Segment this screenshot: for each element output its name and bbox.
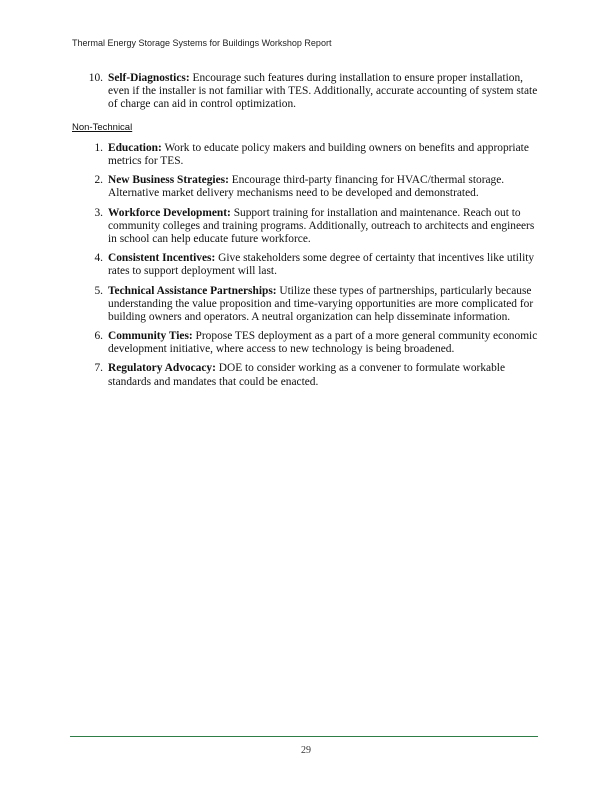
- item-text: DOE to consider working as a convener to formulate workable standards and mandates that could be enacted.: [108, 362, 505, 388]
- item-term: Education:: [108, 142, 162, 154]
- item-term: Workforce Development:: [108, 206, 231, 219]
- item-term: Consistent Incentives:: [108, 252, 216, 265]
- item-text: Support training for installation and maintenance. Reach out to community colleges and training programs. Additionally, outreach to architects and engineers in school can help educate future workforce.: [108, 206, 535, 245]
- list-item: [84, 330, 542, 356]
- item-number: 10.: [88, 72, 103, 84]
- item-text: Propose TES deployment as a part of a more general community economic development initiative, where access to new technology is being broadened.: [108, 330, 538, 356]
- list-item: [84, 285, 542, 324]
- item-term: Community Ties:: [108, 330, 193, 343]
- page-number: 29: [301, 745, 311, 756]
- item-term: New Business Strategies:: [108, 174, 229, 187]
- item-text: Give stakeholders some degree of certainty that incentives like utility rates to support deployment will last.: [108, 252, 535, 278]
- list-item: [84, 142, 542, 168]
- item-text: Work to educate policy makers and building owners on benefits and appropriate metrics for TES.: [108, 142, 529, 168]
- item-number: 1.: [94, 142, 103, 154]
- item-term: Regulatory Advocacy:: [108, 362, 216, 375]
- list-item: [84, 252, 542, 278]
- item-text: Encourage third-party financing for HVAC/thermal storage. Alternative market delivery mechanisms need to be developed and demonstrated.: [108, 174, 505, 200]
- item-number: 4.: [94, 252, 103, 265]
- list-item: [84, 174, 542, 200]
- list-item: [84, 362, 542, 388]
- item-number: 6.: [94, 330, 103, 343]
- list-item: [84, 207, 542, 246]
- section-heading-non-technical: Non-Technical: [72, 122, 133, 133]
- list-item: [84, 72, 542, 111]
- item-text: Encourage such features during installation to ensure proper installation, even if the installer is not familiar with TES. Additionally, accurate accounting of system state of charge can aid in control optimization.: [108, 72, 538, 111]
- running-header: Thermal Energy Storage Systems for Buildings Workshop Report: [72, 38, 332, 48]
- item-number: 2.: [94, 174, 103, 187]
- technical-recommendations-list: [84, 72, 542, 117]
- footer-rule: [70, 736, 538, 737]
- item-number: 3.: [94, 206, 103, 219]
- item-term: Technical Assistance Partnerships:: [108, 284, 277, 297]
- item-number: 7.: [94, 362, 103, 375]
- item-term: Self-Diagnostics:: [108, 72, 190, 84]
- item-text: Utilize these types of partnerships, particularly because understanding the value proposition and time-varying opportunities are more complicated for building owners and operators. A neutral organization can help disseminate information.: [108, 284, 534, 323]
- item-number: 5.: [94, 284, 103, 297]
- non-technical-recommendations-list: [84, 142, 542, 395]
